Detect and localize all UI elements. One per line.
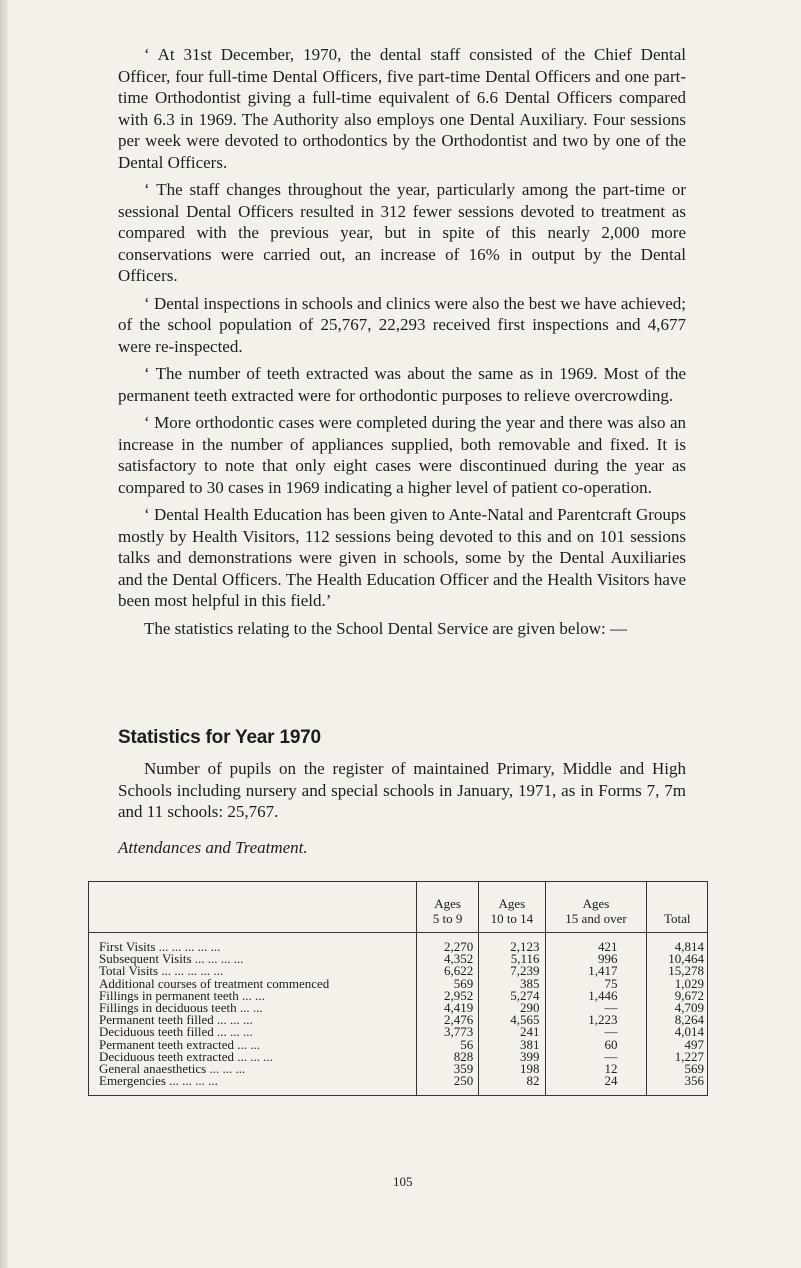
cell-ages-15-over: — bbox=[545, 1026, 647, 1038]
table-row bbox=[89, 1075, 708, 1096]
cell-ages-10-14: 5,116 bbox=[479, 953, 545, 965]
cell-ages-5-9: 3,773 bbox=[416, 1026, 478, 1038]
cell-total: 356 bbox=[647, 1075, 708, 1096]
cell-ages-10-14: 385 bbox=[479, 978, 545, 990]
header-ages-5-9-top: Ages bbox=[434, 896, 461, 911]
row-label: Subsequent Visits ... ... ... ... bbox=[89, 953, 417, 965]
row-label: Fillings in deciduous teeth ... ... bbox=[89, 1002, 417, 1014]
cell-total: 1,227 bbox=[647, 1051, 708, 1063]
page-binding-edge bbox=[0, 0, 8, 1268]
cell-ages-15-over: 1,223 bbox=[545, 1014, 647, 1026]
header-ages-10-14-top: Ages bbox=[498, 896, 526, 911]
row-label: Permanent teeth filled ... ... ... bbox=[89, 1014, 417, 1026]
attendances-treatment-table bbox=[88, 881, 708, 1096]
cell-ages-5-9: 569 bbox=[416, 978, 478, 990]
cell-ages-5-9: 250 bbox=[416, 1075, 478, 1096]
cell-total: 10,464 bbox=[647, 953, 708, 965]
cell-ages-5-9: 359 bbox=[416, 1063, 478, 1075]
table-header-row bbox=[89, 882, 708, 933]
cell-ages-15-over: 60 bbox=[545, 1039, 647, 1051]
header-ages-5-9 bbox=[416, 882, 478, 933]
cell-total: 1,029 bbox=[647, 978, 708, 990]
header-ages-15-over bbox=[545, 882, 647, 933]
cell-ages-15-over: — bbox=[545, 1002, 647, 1014]
cell-ages-10-14: 2,123 bbox=[479, 933, 545, 954]
page-number: 105 bbox=[393, 1174, 413, 1189]
header-ages-10-14 bbox=[479, 882, 545, 933]
cell-ages-5-9: 2,476 bbox=[416, 1014, 478, 1026]
cell-ages-15-over: 1,417 bbox=[545, 965, 647, 977]
paragraph-health-education: ‘ Dental Health Education has been given to Ante-Natal and Parentcraft Groups mostly by Health Visitors, 112 sessions being devoted to this and on 101 sessions talks and demonstrations were given in schools, some by the Dental Auxiliaries and the Dental Officers. The Health Education Officer and the Health Visitors have been most helpful in this field.’ bbox=[118, 505, 686, 610]
paragraph-orthodontic: ‘ More orthodontic cases were completed during the year and there was also an increase in the number of appliances supplied, both removable and fixed. It is satisfactory to note that only eight cases were discontinued during the year as compared to 30 cases in 1969 indicating a higher level of patient co-operation. bbox=[118, 413, 686, 497]
header-ages-15-over-bottom: 15 and over bbox=[565, 911, 627, 926]
cell-total: 8,264 bbox=[647, 1014, 708, 1026]
cell-ages-15-over: 421 bbox=[545, 933, 647, 954]
cell-total: 4,014 bbox=[647, 1026, 708, 1038]
cell-ages-10-14: 381 bbox=[479, 1039, 545, 1051]
cell-ages-15-over: 24 bbox=[545, 1075, 647, 1096]
row-label: Deciduous teeth extracted ... ... ... bbox=[89, 1051, 417, 1063]
cell-total: 15,278 bbox=[647, 965, 708, 977]
cell-ages-10-14: 241 bbox=[479, 1026, 545, 1038]
row-label: First Visits ... ... ... ... ... bbox=[89, 933, 417, 954]
cell-total: 497 bbox=[647, 1039, 708, 1051]
paragraph-inspections: ‘ Dental inspections in schools and clinics were also the best we have achieved; of the school population of 25,767, 22,293 received first inspections and 4,677 were re-inspected. bbox=[118, 293, 686, 356]
cell-ages-15-over: 1,446 bbox=[545, 990, 647, 1002]
cell-ages-5-9: 6,622 bbox=[416, 965, 478, 977]
paragraph-extractions: ‘ The number of teeth extracted was about the same as in 1969. Most of the permanent teeth extracted were for orthodontic purposes to relieve overcrowding. bbox=[118, 364, 686, 405]
paragraph-statistics-intro: The statistics relating to the School Dental Service are given below: — bbox=[144, 618, 627, 638]
cell-ages-10-14: 290 bbox=[479, 1002, 545, 1014]
cell-total: 569 bbox=[647, 1063, 708, 1075]
row-label: Total Visits ... ... ... ... ... bbox=[89, 965, 417, 977]
row-label: Emergencies ... ... ... ... bbox=[89, 1075, 417, 1096]
table-subheading: Attendances and Treatment. bbox=[118, 838, 308, 857]
cell-ages-15-over: 12 bbox=[545, 1063, 647, 1075]
cell-total: 4,814 bbox=[647, 933, 708, 954]
register-text: Number of pupils on the register of maintained Primary, Middle and High Schools including nursery and special schools in January, 1971, as in Forms 7, 7m and 11 schools: 25,767. bbox=[118, 759, 686, 821]
header-ages-15-over-top: Ages bbox=[582, 896, 610, 911]
cell-ages-5-9: 4,419 bbox=[416, 1002, 478, 1014]
cell-ages-15-over: — bbox=[545, 1051, 647, 1063]
cell-ages-5-9: 828 bbox=[416, 1051, 478, 1063]
cell-ages-10-14: 399 bbox=[479, 1051, 545, 1063]
row-label: Permanent teeth extracted ... ... bbox=[89, 1039, 417, 1051]
cell-ages-5-9: 2,270 bbox=[416, 933, 478, 954]
cell-ages-5-9: 56 bbox=[416, 1039, 478, 1051]
cell-total: 4,709 bbox=[647, 1002, 708, 1014]
table-body bbox=[89, 933, 708, 1096]
body-text bbox=[118, 44, 686, 645]
row-label: Additional courses of treatment commenced bbox=[89, 978, 417, 990]
row-label: Fillings in permanent teeth ... ... bbox=[89, 990, 417, 1002]
cell-ages-10-14: 82 bbox=[479, 1075, 545, 1096]
header-ages-5-9-bottom: 5 to 9 bbox=[432, 911, 463, 926]
paragraph-dental-staff: ‘ At 31st December, 1970, the dental staff consisted of the Chief Dental Officer, four full-time Dental Officers, five part-time Dental Officers and one part-time Orthodontist giving a full-time equivalent of 6.6 Dental Officers compared with 6.3 in 1969. The Authority also employs one Dental Auxiliary. Four sessions per week were devoted to orthodontics by the Orthodontist and two by one of the Dental Officers. bbox=[118, 45, 686, 172]
cell-ages-10-14: 4,565 bbox=[479, 1014, 545, 1026]
cell-total: 9,672 bbox=[647, 990, 708, 1002]
row-label: General anaesthetics ... ... ... bbox=[89, 1063, 417, 1075]
header-label-column bbox=[89, 882, 417, 933]
cell-ages-10-14: 5,274 bbox=[479, 990, 545, 1002]
header-total-label: Total bbox=[663, 911, 691, 926]
statistics-table-container bbox=[88, 881, 708, 1153]
section-title: Statistics for Year 1970 bbox=[118, 727, 321, 748]
cell-ages-15-over: 75 bbox=[545, 978, 647, 990]
cell-ages-10-14: 7,239 bbox=[479, 965, 545, 977]
table-row bbox=[89, 933, 708, 954]
cell-ages-15-over: 996 bbox=[545, 953, 647, 965]
cell-ages-10-14: 198 bbox=[479, 1063, 545, 1075]
row-label: Deciduous teeth filled ... ... ... bbox=[89, 1026, 417, 1038]
header-total bbox=[647, 882, 708, 933]
cell-ages-5-9: 2,952 bbox=[416, 990, 478, 1002]
cell-ages-5-9: 4,352 bbox=[416, 953, 478, 965]
header-ages-10-14-bottom: 10 to 14 bbox=[490, 911, 534, 926]
paragraph-staff-changes: ‘ The staff changes throughout the year, particularly among the part-time or sessional Dental Officers resulted in 312 fewer sessions devoted to treatment as compared with the previous year, but in spite of this nearly 2,000 more conservations were carried out, an increase of 16% in output by the Dental Officers. bbox=[118, 180, 686, 285]
